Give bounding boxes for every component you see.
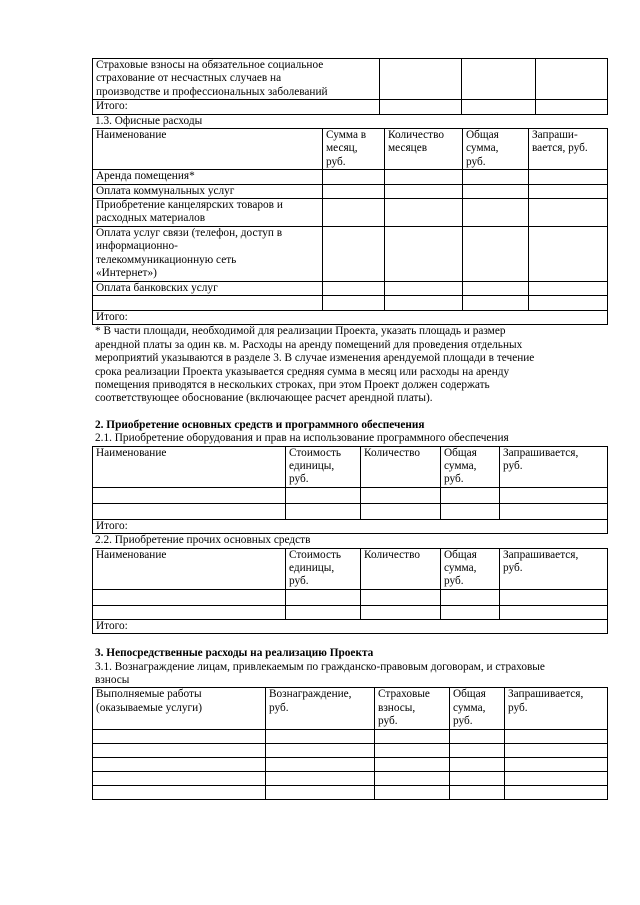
table-row: [93, 226, 608, 281]
col-header-works: Выполняемые работы (оказываемые услуги): [93, 688, 266, 729]
col-header-unit-cost: Стоимость единицы, руб.: [286, 446, 361, 487]
col-header-total: Общая сумма, руб.: [463, 129, 529, 170]
col-header-total: Общая сумма, руб.: [441, 548, 500, 589]
col-header-months: Количество месяцев: [385, 129, 463, 170]
total-label: Итого:: [93, 310, 608, 324]
table-cell[interactable]: [380, 100, 462, 114]
footnote: * В части площади, необходимой для реализации Проекта, указать площадь и размер арендной платы за один кв. м. Расходы на аренду помещений для проведения отдельных мероприятий указываются в разделе 3. В случае изменения арендуемой площади в течение срока реализации Проекта указывается средняя сумма в месяц или расходы на аренду помещения приводятся в нескольких строках, при этом Проект должен содержать соответствующее обоснование (включающее расчет арендной платы).: [95, 325, 535, 405]
table-cell[interactable]: [462, 59, 536, 100]
table-cell[interactable]: [462, 100, 536, 114]
table-row: [93, 281, 608, 295]
table-cell: Страховые взносы на обязательное социальное страхование от несчастных случаев на производстве и профессиональных заболеваний: [93, 59, 380, 100]
insurance-table: [92, 58, 608, 115]
total-row: [93, 519, 608, 533]
row-label: Оплата услуг связи (телефон, доступ в информационно- телекоммуникационную сеть «Интернет»): [93, 226, 323, 281]
table-cell[interactable]: [536, 100, 608, 114]
table-row: [93, 605, 608, 619]
total-row: [93, 619, 608, 633]
col-header-sum-month: Сумма в месяц, руб.: [323, 129, 385, 170]
table-row: [93, 785, 608, 799]
other-assets-table: [92, 548, 608, 635]
table-row: [93, 487, 608, 503]
total-row: [93, 310, 608, 324]
section-heading: 1.3. Офисные расходы: [95, 114, 203, 127]
total-label: Итого:: [93, 619, 608, 633]
table-row: [93, 729, 608, 743]
table-row: [93, 771, 608, 785]
col-header-requested: Запрашивается, руб.: [500, 446, 608, 487]
section-title: 2. Приобретение основных средств и программного обеспечения: [95, 418, 425, 431]
equipment-table: [92, 446, 608, 535]
col-header-requested: Запрашивается, руб.: [500, 548, 608, 589]
subsection-heading: 2.1. Приобретение оборудования и прав на использование программного обеспечения: [95, 432, 509, 445]
total-label: Итого:: [93, 519, 608, 533]
table-row: [93, 59, 608, 100]
row-label: Оплата банковских услуг: [93, 281, 323, 295]
row-label: Аренда помещения*: [93, 170, 323, 184]
total-label: Итого:: [93, 100, 380, 114]
col-header-qty: Количество: [361, 548, 441, 589]
col-header-name: Наименование: [93, 129, 323, 170]
col-header-name: Наименование: [93, 548, 286, 589]
table-row: [93, 743, 608, 757]
table-row: [93, 295, 608, 310]
col-header-qty: Количество: [361, 446, 441, 487]
section-title: 3. Непосредственные расходы на реализацию Проекта: [95, 647, 374, 660]
contract-fees-table: [92, 687, 608, 799]
table-row: [93, 503, 608, 519]
col-header-total: Общая сумма, руб.: [450, 688, 505, 729]
table-header-row: [93, 548, 608, 589]
subsection-heading: 2.2. Приобретение прочих основных средств: [95, 534, 311, 547]
col-header-requested: Запрашивается, руб.: [505, 688, 608, 729]
table-row: [93, 589, 608, 605]
table-cell[interactable]: [536, 59, 608, 100]
col-header-total: Общая сумма, руб.: [441, 446, 500, 487]
col-header-insurance: Страховые взносы, руб.: [375, 688, 450, 729]
subsection-heading: 3.1. Вознаграждение лицам, привлекаемым по гражданско-правовым договорам, и страховые взносы: [95, 660, 545, 687]
table-row: [93, 184, 608, 198]
col-header-unit-cost: Стоимость единицы, руб.: [286, 548, 361, 589]
table-row: [93, 199, 608, 227]
table-cell[interactable]: [380, 59, 462, 100]
col-header-fee: Вознаграждение, руб.: [266, 688, 375, 729]
table-header-row: [93, 688, 608, 729]
table-header-row: [93, 129, 608, 170]
table-row: [93, 757, 608, 771]
row-label: Приобретение канцелярских товаров и расходных материалов: [93, 199, 323, 227]
col-header-name: Наименование: [93, 446, 286, 487]
office-expenses-table: [92, 128, 608, 325]
table-row: [93, 170, 608, 184]
table-header-row: [93, 446, 608, 487]
col-header-requested: Запраши- вается, руб.: [529, 129, 608, 170]
total-row: [93, 100, 608, 114]
document-page: [92, 58, 607, 800]
row-label: Оплата коммунальных услуг: [93, 184, 323, 198]
